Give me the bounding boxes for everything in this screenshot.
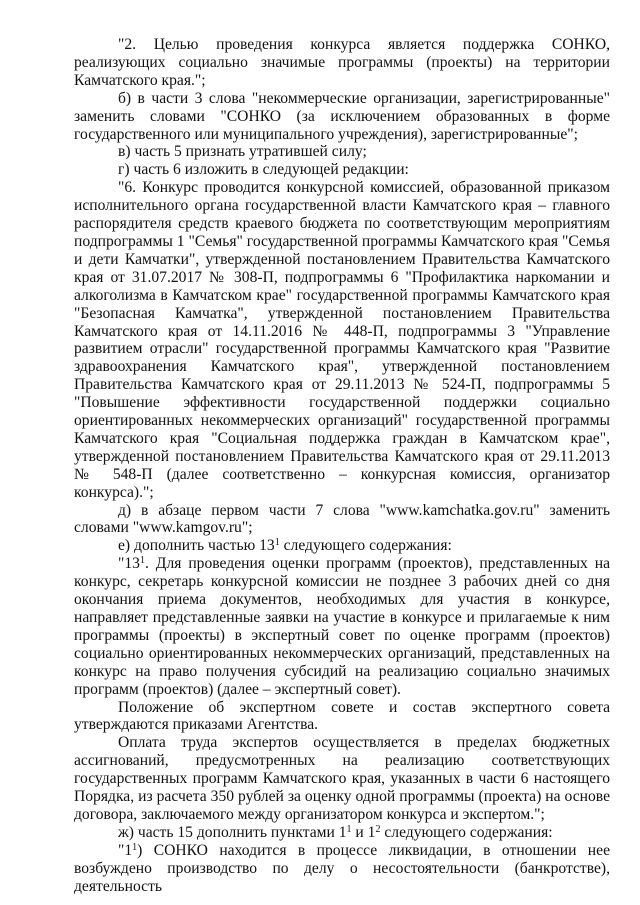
superscript: 1 (346, 823, 352, 835)
paragraph-12-before: "1 (118, 841, 133, 859)
superscript: 1 (274, 537, 280, 549)
paragraph-12-after: ) СОНКО находится в процессе ликвидации, в отношении нее возбуждено производство по делу о несостоятельности (банкротстве), деятельность (74, 841, 610, 895)
paragraph-8-before: "13 (118, 555, 140, 573)
paragraph-9: Положение об экспертном совете и состав экспертного совета утверждаются приказами Агентства. (74, 698, 610, 734)
superscript: 1 (132, 841, 138, 853)
paragraph-11 (74, 824, 610, 842)
superscript: 2 (375, 823, 381, 835)
paragraph-7-after: следующего содержания: (279, 537, 452, 555)
paragraph-11-mid: и 1 (351, 823, 376, 841)
paragraph-7-before: е) дополнить частью 13 (118, 537, 275, 555)
paragraph-5: "6. Конкурс проводится конкурсной комиссией, образованной приказом исполнительного органа государственной власти Камчатского края – главного распорядителя средств краевого бюджета по соответствующим мероприятиям подпрограммы 1 "Семья" государственной программы Камчатского края "Семья и дети Камчатки", утвержденной постановлением Правительства Камчатского края от 31.07.2017 № 308-П, подпрограммы 6 "Профилактика наркомании и алкоголизма в Камчатском крае" государственной программы Камчатского края "Безопасная Камчатка", утвержденной постановлением Правительства Камчатского края от 14.11.2016 № 448-П, подпрограммы 3 "Управление развитием отрасли" государственной программы Камчатского края "Развитие здравоохранения Камчатского края", утвержденной постановлением Правительства Камчатского края от 29.11.2013 № 524-П, подпрограммы 5 "Повышение эффективности государственной поддержки социально ориентированных некоммерческих организаций" государственной программы Камчатского края "Социальная поддержка граждан в Камчатском крае", утвержденной постановлением Правительства Камчатского края от 29.11.2013 № 548-П (далее соответственно – конкурсная комиссия, организатор конкурса)."; (74, 179, 610, 501)
paragraph-1: "2. Целью проведения конкурса является поддержка СОНКО, реализующих социально значимые программы (проекты) на территории Камчатского края."; (74, 36, 610, 89)
paragraph-2: б) в части 3 слова "некоммерческие организации, зарегистрированные" заменить словами "СОНКО (за исключением образованных в форме государственного или муниципального учреждения), зарегистрированные"; (74, 89, 610, 143)
paragraph-12 (74, 842, 610, 896)
paragraph-10: Оплата труда экспертов осуществляется в пределах бюджетных ассигнований, предусмотренных на реализацию соответствующих государственных программ Камчатского края, указанных в части 6 настоящего Порядка, из расчета 350 рублей за оценку одной программы (проекта) на основе договора, заключаемого между организатором конкурса и экспертом."; (74, 734, 610, 823)
paragraph-7 (74, 537, 610, 555)
paragraph-4: г) часть 6 изложить в следующей редакции: (118, 161, 409, 179)
superscript: 1 (139, 555, 145, 567)
paragraph-8 (74, 555, 610, 698)
paragraph-11-before: ж) часть 15 дополнить пунктами 1 (118, 823, 347, 841)
paragraph-8-after: . Для проведения оценки программ (проектов), представленных на конкурс, секретарь конкурсной комиссии не позднее 3 рабочих дней со дня окончания приема документов, необходимых для участия в конкурсе, направляет представленные заявки на участие в конкурсе и прилагаемые к ним программы (проекты) в экспертный совет по оценке программ (проектов) социально ориентированных некоммерческих организаций, представленных на конкурс на право получения субсидий на реализацию социально значимых программ (проектов) (далее – экспертный совет). (74, 555, 610, 698)
paragraph-11-after: следующего содержания: (380, 823, 553, 841)
paragraph-6: д) в абзаце первом части 7 слова "www.kamchatka.gov.ru" заменить словами "www.kamgov.ru"; (74, 501, 610, 537)
paragraph-3: в) часть 5 признать утратившей силу; (118, 143, 367, 161)
